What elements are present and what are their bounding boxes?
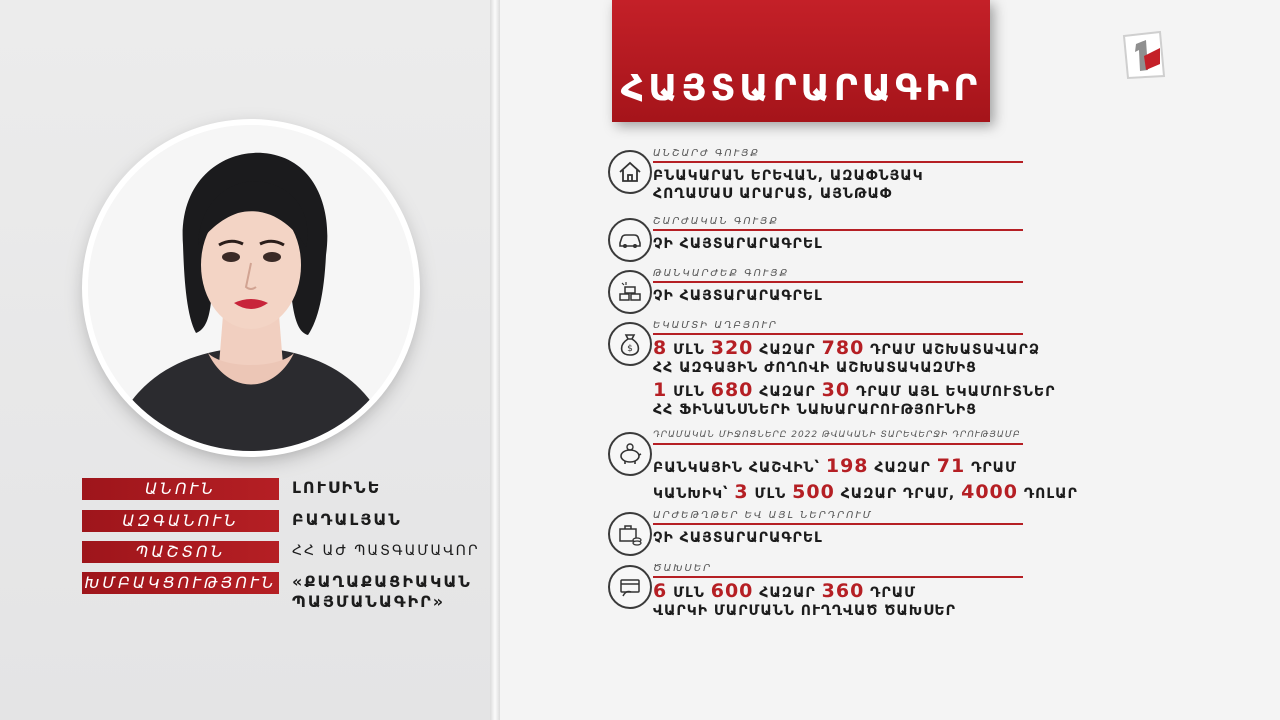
income-other-units: 30	[821, 379, 851, 401]
title-banner	[612, 0, 990, 122]
bank-thousands: 198	[825, 455, 869, 477]
expense-thousands: 600	[710, 580, 754, 602]
unit-dram: ԴՐԱՄ	[971, 460, 1017, 476]
unit-thousand: ՀԱԶԱՐ	[759, 342, 816, 358]
section-divider	[653, 161, 1023, 163]
unit-thousand: ՀԱԶԱՐ	[874, 460, 931, 476]
first-name-value: ԼՈՒՍԻՆԵ	[292, 478, 382, 497]
section-label: ՇԱՐԺԱԿԱՆ ԳՈՒՅՔ	[653, 216, 779, 227]
first-name-label: ԱՆՈՒՆ	[82, 478, 279, 500]
section-content: ՉԻ ՀԱՅՏԱՐԱՐԱԳՐԵԼ	[653, 288, 823, 304]
cash-millions: 3	[734, 481, 749, 503]
section-divider	[653, 333, 1023, 335]
unit-mln: ՄԼՆ	[673, 585, 705, 601]
channel-logo-icon	[1120, 30, 1168, 80]
real-estate-line1: ԲՆԱԿԱՐԱՆ ԵՐԵՎԱՆ, ԱԶԱՓՆՅԱԿ	[653, 168, 924, 184]
last-name-label: ԱԶԳԱՆՈՒՆ	[82, 510, 279, 532]
unit-mln: ՄԼՆ	[673, 342, 705, 358]
svg-text:$: $	[627, 344, 633, 354]
unit-mln: ՄԼՆ	[673, 384, 705, 400]
cash-label: ԿԱՆԽԻԿ՝	[653, 486, 729, 502]
section-divider	[653, 229, 1023, 231]
unit-mln: ՄԼՆ	[754, 486, 787, 502]
unit-dram: ԴՐԱՄ	[870, 585, 917, 601]
section-label: ԾԱԽՍԵՐ	[653, 563, 713, 574]
expense-desc: ՎԱՐԿԻ ՄԱՐՄԱՆՆ ՈՒՂՂՎԱԾ ԾԱԽՍԵՐ	[653, 603, 956, 619]
expense-millions: 6	[653, 580, 668, 602]
income-other-thousands: 680	[710, 379, 754, 401]
income-other-source: ՀՀ ՖԻՆԱՆՍՆԵՐԻ ՆԱԽԱՐԱՐՈՒԹՅՈՒՆԻՑ	[653, 402, 978, 418]
section-label: ԴՐԱՄԱԿԱՆ ՄԻՋՈՑՆԵՐԸ 2022 ԹՎԱԿԱՆԻ ՏԱՐԵՎԵՐՋԻ ԴՐՈՒԹՅԱՄԲ	[653, 430, 1021, 440]
car-icon	[608, 218, 652, 262]
position-label: ՊԱՇՏՈՆ	[82, 541, 279, 563]
section-content: ՉԻ ՀԱՅՏԱՐԱՐԱԳՐԵԼ	[653, 530, 823, 546]
section-divider	[653, 443, 1023, 445]
income-other-millions: 1	[653, 379, 668, 401]
income-salary-desc: ԴՐԱՄ ԱՇԽԱՏԱՎԱՐՁ	[870, 342, 1041, 358]
income-salary-millions: 8	[653, 337, 668, 359]
unit-thousand: ՀԱԶԱՐ	[759, 384, 816, 400]
income-salary-units: 780	[821, 337, 865, 359]
cash-dollars: 4000	[961, 481, 1018, 503]
section-content: ՉԻ ՀԱՅՏԱՐԱՐԱԳՐԵԼ	[653, 236, 823, 252]
unit-thousand-dram: ՀԱԶԱՐ ԴՐԱՄ,	[840, 486, 956, 502]
real-estate-line2: ՀՈՂԱՄԱՍ ԱՐԱՐԱՏ, ԱՅՆԹԱՓ	[653, 186, 893, 202]
page-title: ՀԱՅՏԱՐԱՐԱԳԻՐ	[620, 68, 982, 109]
section-content	[653, 454, 1078, 506]
income-other-desc: ԴՐԱՄ ԱՅԼ ԵԿԱՄՈՒՏՆԵՐ	[855, 384, 1056, 400]
income-salary-line	[653, 339, 1055, 359]
income-other-line	[653, 381, 1055, 401]
cash-thousands: 500	[792, 481, 835, 503]
section-divider	[653, 281, 1023, 283]
last-name-value: ԲԱԴԱԼՅԱՆ	[292, 510, 402, 529]
money-bag-icon	[608, 322, 652, 366]
section-content	[653, 167, 924, 203]
portrait-photo	[88, 125, 414, 451]
faction-value-line2: ՊԱՅՄԱՆԱԳԻՐ»	[292, 592, 446, 611]
faction-value	[292, 572, 522, 612]
section-content	[653, 339, 1055, 419]
expense-amount-line	[653, 582, 956, 602]
section-label: ԹԱՆԿԱՐԺԵՔ ԳՈՒՅՔ	[653, 268, 790, 279]
portrait-illustration	[88, 125, 414, 451]
gold-bars-icon	[608, 270, 652, 314]
unit-dollar: ԴՈԼԱՐ	[1023, 486, 1078, 502]
section-label: ԱՆՇԱՐԺ ԳՈՒՅՔ	[653, 148, 760, 159]
faction-value-line1: «ՔԱՂԱՔԱՑԻԱԿԱՆ	[292, 572, 472, 591]
credit-card-icon	[608, 565, 652, 609]
piggy-bank-icon	[608, 432, 652, 476]
cash-line	[653, 480, 1078, 506]
income-salary-source: ՀՀ ԱԶԳԱՅԻՆ ԺՈՂՈՎԻ ԱՇԽԱՏԱԿԱԶՄԻՑ	[653, 360, 977, 376]
section-label: ԱՐԺԵԹՂԹԵՐ ԵՎ ԱՅԼ ՆԵՐԴՐՈՒՄ	[653, 510, 873, 521]
briefcase-coins-icon	[608, 512, 652, 556]
bank-account-label: ԲԱՆԿԱՅԻՆ ՀԱՇՎԻՆ՝	[653, 460, 820, 476]
position-value: ՀՀ ԱԺ ՊԱՏԳԱՄԱՎՈՐ	[292, 543, 480, 559]
bank-account-line	[653, 454, 1078, 480]
section-divider	[653, 523, 1023, 525]
income-salary-thousands: 320	[710, 337, 754, 359]
panel-divider	[490, 0, 500, 720]
section-content	[653, 582, 956, 620]
unit-thousand: ՀԱԶԱՐ	[759, 585, 816, 601]
section-label: ԵԿԱՄՏԻ ԱՂԲՅՈՒՐ	[653, 320, 778, 331]
expense-units: 360	[821, 580, 865, 602]
house-icon	[608, 150, 652, 194]
bank-units: 71	[936, 455, 966, 477]
faction-label: ԽՄԲԱԿՑՈՒԹՅՈՒՆ	[82, 572, 279, 594]
section-divider	[653, 576, 1023, 578]
